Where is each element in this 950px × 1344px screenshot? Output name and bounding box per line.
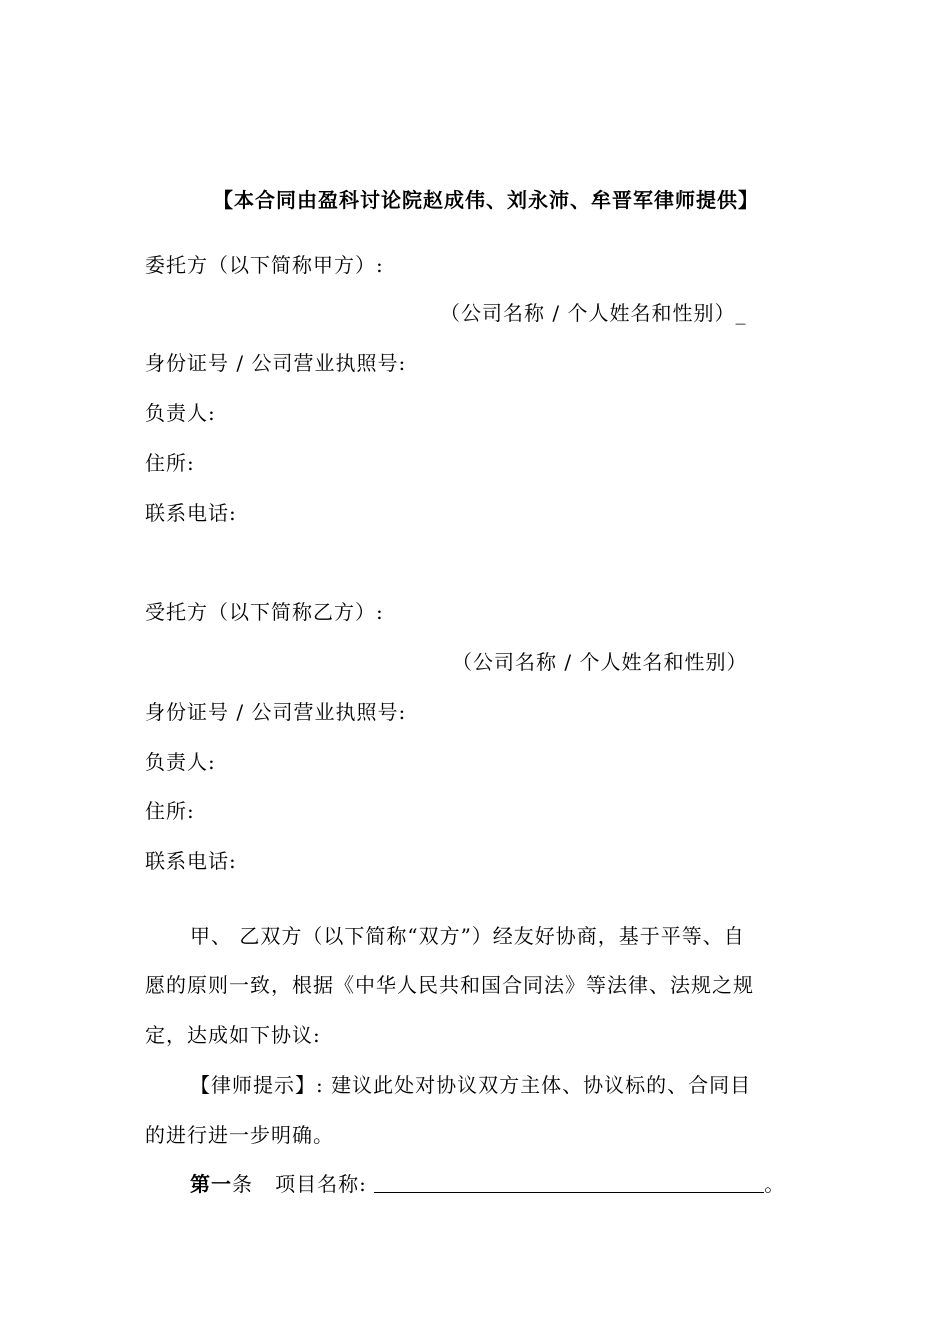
party-b-id-label: 身份证号 / 公司营业执照号: bbox=[145, 700, 407, 724]
party-a-phone-label: 联系电话: bbox=[145, 501, 237, 525]
preamble-line-1: 甲、 乙双方（以下简称“双方”）经友好协商，基于平等、自 bbox=[190, 924, 745, 948]
party-a-name-note-text: （公司名称 / 个人姓名和性别） bbox=[440, 301, 736, 325]
article-1-fill-blank[interactable] bbox=[374, 1174, 764, 1193]
article-1-number: 第一 bbox=[190, 1172, 232, 1196]
party-a-person-label: 负责人: bbox=[145, 401, 216, 425]
lawyer-tip-line-2: 的进行进一步明确。 bbox=[145, 1123, 334, 1147]
party-b-title: 受托方（以下简称乙方）: bbox=[145, 600, 384, 624]
party-b-name-note: （公司名称 / 个人姓名和性别） bbox=[452, 650, 748, 674]
party-a-address-label: 住所: bbox=[145, 451, 195, 475]
party-a-id-label: 身份证号 / 公司营业执照号: bbox=[145, 351, 407, 375]
party-a-title: 委托方（以下简称甲方）: bbox=[145, 253, 384, 277]
article-1-label: 项目名称: bbox=[275, 1172, 367, 1196]
preamble-line-3: 定，达成如下协议: bbox=[145, 1023, 321, 1047]
party-a-name-note bbox=[440, 299, 746, 327]
article-1-word: 条 bbox=[232, 1172, 253, 1196]
preamble-line-2: 愿的原则一致，根据《中华人民共和国合同法》等法律、法规之规 bbox=[145, 973, 754, 997]
lawyer-tip-label: 【律师提示】 bbox=[190, 1073, 316, 1097]
contract-source-header: 【本合同由盈科讨论院赵成伟、刘永沛、牟晋军律师提供】 bbox=[213, 188, 759, 212]
lawyer-tip-line-1 bbox=[190, 1071, 751, 1099]
party-a-name-note-suffix: _ bbox=[735, 301, 747, 325]
party-b-person-label: 负责人: bbox=[145, 750, 216, 774]
party-b-address-label: 住所: bbox=[145, 799, 195, 823]
article-1-end: 。 bbox=[764, 1172, 786, 1196]
lawyer-tip-text-1: : 建议此处对协议双方主体、协议标的、合同目 bbox=[316, 1073, 752, 1097]
article-1 bbox=[190, 1170, 785, 1198]
party-b-phone-label: 联系电话: bbox=[145, 849, 237, 873]
